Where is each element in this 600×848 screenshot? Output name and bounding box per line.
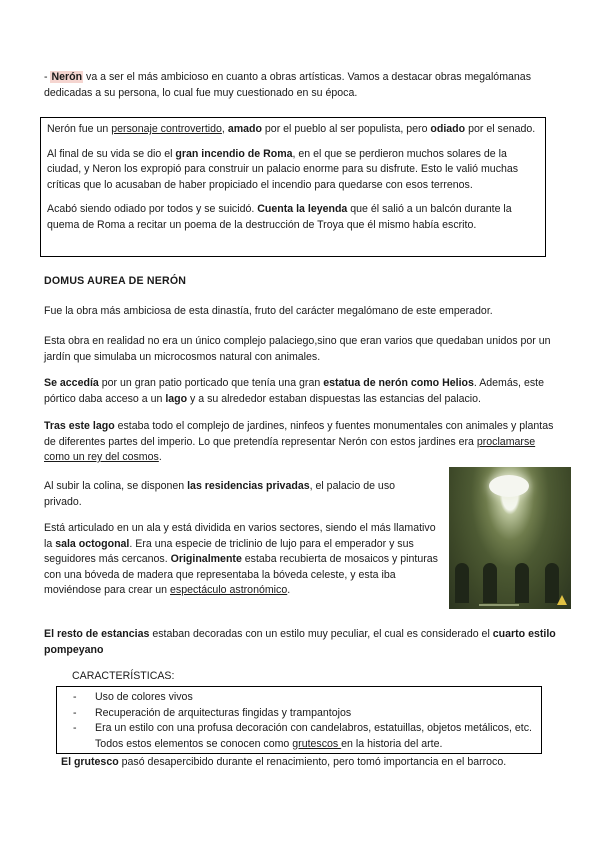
arch [545, 563, 559, 603]
intro-paragraph [44, 70, 556, 101]
paragraph-2: Esta obra en realidad no era un único complejo palaciego,sino que eran varios que quedaban unidos por un jardín que simulaba un microcosmos natural con animales. [44, 335, 551, 363]
bold-text: odiado [430, 123, 466, 135]
list-item: - Era un estilo con una profusa decoración con candelabros, estatuillas, objetos metálicos, etc. Todos estos elementos se conocen como grutescos en la historia del arte. [65, 721, 533, 752]
bold-text: Cuenta la leyenda [257, 203, 348, 215]
summary-box [40, 117, 546, 257]
photo-credit-mark [479, 604, 519, 606]
box-paragraph-2: Al final de su vida se dio el gran incendio de Roma, en el que se perdieron muchos solares de la ciudad, y Neron los expropió para construir un palacio enorme para su disfrute. Esto le valió muchas críticas que lo acusaban de haber propiciado el incendio para quedarse con esos terrenos. [47, 147, 519, 191]
caracteristicas-label: CARACTERÍSTICAS: [72, 670, 175, 682]
paragraph-4: Tras este lago estaba todo el complejo de jardines, ninfeos y fuentes monumentales con animales y plantas de diferentes partes del imperio. Lo que pretendía representar Nerón con estos jardines era proclamarse como un rey del cosmos. [44, 420, 554, 463]
list-item: - Recuperación de arquitecturas fingidas y trampantojos [65, 706, 533, 722]
intro-text: va a ser el más ambicioso en cuanto a obras artísticas. Vamos a destacar obras megalómanas dedicadas a su persona, lo cual fue muy cuestionado en su época. [44, 71, 531, 99]
paragraph-1: Fue la obra más ambiciosa de esta dinastía, fruto del carácter megalómano de este emperador. [44, 305, 493, 317]
underlined-text: personaje controvertido [111, 123, 222, 135]
intro-dash: - [44, 71, 51, 83]
oculus [489, 475, 529, 497]
paragraph-3: Se accedía por un gran patio porticado que tenía una gran estatua de nerón como Helios. Además, este pórtico daba acceso a un lago y a su alrededor estaban dispuestas las estancias del palacio. [44, 377, 544, 405]
list-item: - Uso de colores vivos [65, 690, 533, 706]
arch [483, 563, 497, 603]
box-paragraph-3: Acabó siendo odiado por todos y se suicidó. Cuenta la leyenda que él salió a un balcón durante la quema de Roma a recitar un poema de la destrucción de Troya que él mismo había escrito. [47, 203, 512, 231]
highlighted-name: Nerón [51, 71, 83, 83]
section-heading: DOMUS AUREA DE NERÓN [44, 275, 187, 287]
paragraph-5: Al subir la colina, se disponen las residencias privadas, el palacio de uso privado. [44, 480, 396, 508]
arch [455, 563, 469, 603]
arch [515, 563, 529, 603]
characteristics-box [56, 686, 542, 754]
characteristics-list [65, 690, 533, 752]
paragraph-6: Está articulado en un ala y está dividida en varios sectores, siendo el más llamativo la sala octogonal. Era una especie de triclinio de lujo para el emperador y sus seguidores más cercanos. Originalmente estaba recubierta de mosaicos y pinturas con una bóveda de madera que representaba la bóveda celeste, y esta iba moviéndose para crear un espectáculo astronómico. [44, 522, 438, 596]
bold-text: amado [227, 123, 262, 135]
final-paragraph: El grutesco pasó desapercibido durante el renacimiento, pero tomó importancia en el barroco. [61, 756, 507, 768]
paragraph-7: El resto de estancias estaban decoradas con un estilo muy peculiar, el cual es considerado el cuarto estilo pompeyano [44, 628, 556, 656]
bold-text: gran incendio de Roma [175, 147, 293, 160]
octagonal-room-photo [449, 467, 571, 609]
box-paragraph-1: Nerón fue un personaje controvertido, amado por el pueblo al ser populista, pero odiado por el senado. [47, 123, 536, 135]
